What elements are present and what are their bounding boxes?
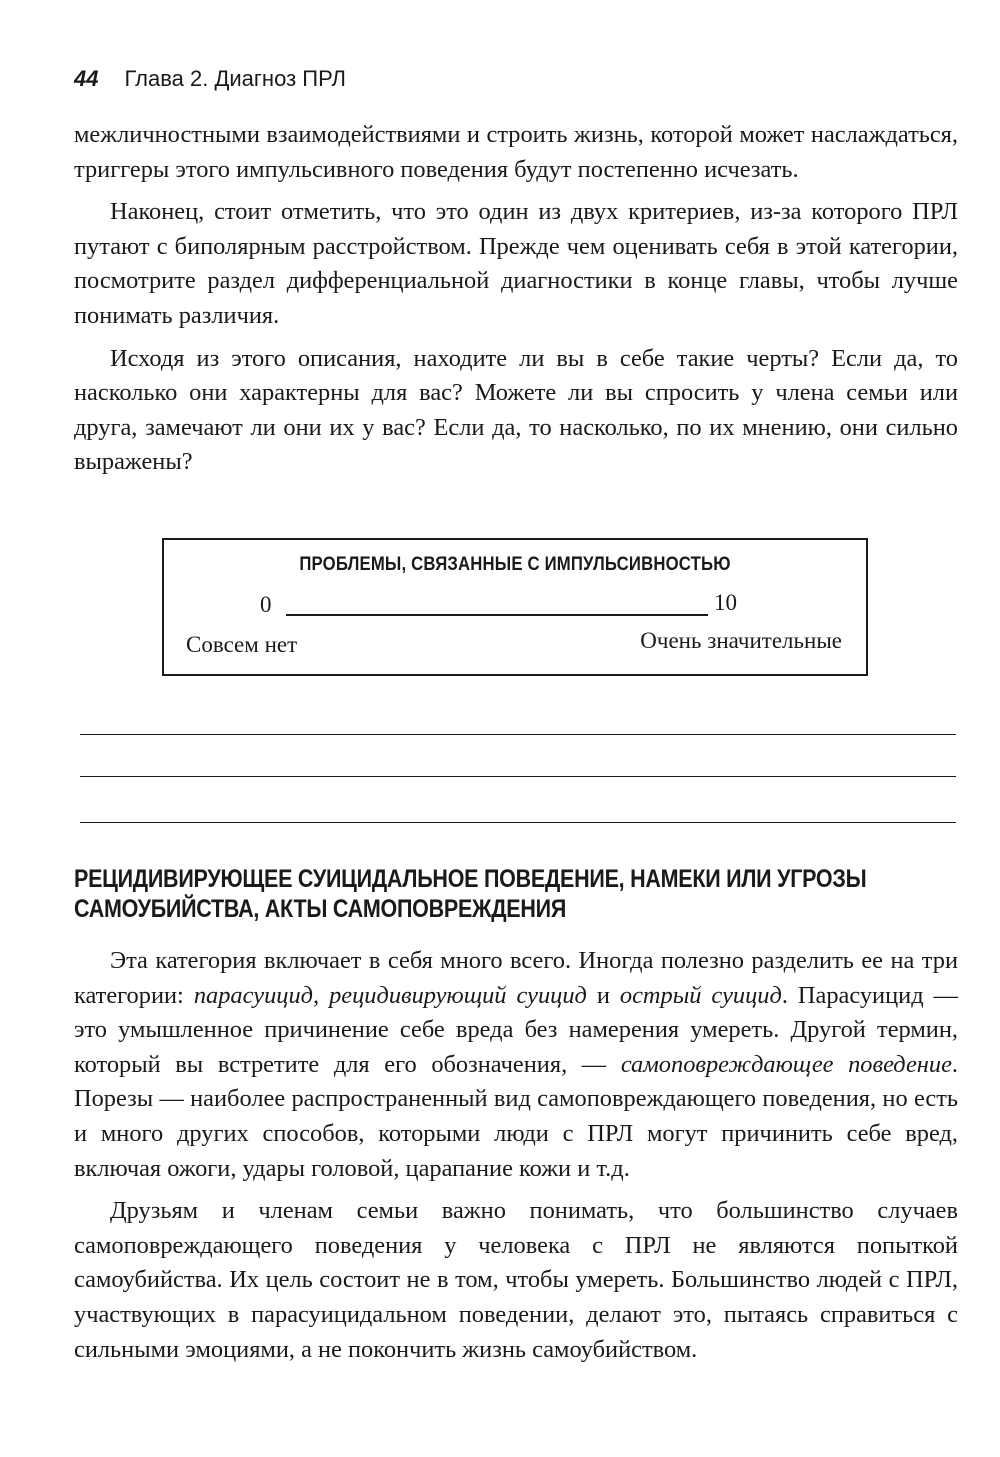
text-block-bottom bbox=[74, 944, 958, 1367]
term-italic: острый суицид bbox=[619, 981, 782, 1009]
rating-scale-line[interactable] bbox=[286, 614, 708, 616]
chapter-title: Глава 2. Диагноз ПРЛ bbox=[124, 66, 346, 91]
rating-scale-min-label: Совсем нет bbox=[186, 632, 298, 657]
text-run: Эта категория включает в себя много всего. Иногда полезно разделить ее на три категории: bbox=[74, 947, 958, 1009]
paragraph-self-harm-note: Друзьям и членам семьи важно понимать, что большинство случаев самоповреждающего поведения у человека с ПРЛ не являются попыткой самоубийства. Их цель состоит не в том, чтобы умереть. Большинство людей с ПРЛ, участвующих в парасуицидальном поведении, делают это, пытаясь справиться с сильными эмоциями, а не покончить жизнь самоубийством. bbox=[74, 1197, 958, 1363]
rating-scale-max: 10 bbox=[714, 590, 737, 615]
rating-scale-min: 0 bbox=[260, 592, 272, 617]
rating-scale-box bbox=[162, 538, 868, 676]
text-run: и bbox=[586, 981, 620, 1009]
section-heading: РЕЦИДИВИРУЮЩЕЕ СУИЦИДАЛЬНОЕ ПОВЕДЕНИЕ, НАМЕКИ ИЛИ УГРОЗЫ САМОУБИЙСТВА, АКТЫ САМОПОВРЕЖДЕНИЯ bbox=[74, 865, 867, 923]
answer-line[interactable] bbox=[80, 734, 956, 735]
running-header bbox=[74, 66, 346, 92]
paragraph-self-check-question: Исходя из этого описания, находите ли вы в себе такие черты? Если да, то насколько они характерны для вас? Можете ли вы спросить у члена семьи или друга, замечают ли они их у вас? Если да, то насколько, по их мнению, они сильно выражены? bbox=[74, 344, 958, 476]
paragraph-categories bbox=[74, 944, 958, 1186]
term-italic: самоповреждающее поведение bbox=[620, 1050, 952, 1078]
answer-line[interactable] bbox=[80, 822, 956, 823]
text-block-top bbox=[74, 118, 958, 480]
term-italic: парасуицид, рецидивирующий суицид bbox=[193, 981, 587, 1009]
rating-scale-title: ПРОБЛЕМЫ, СВЯЗАННЫЕ С ИМПУЛЬСИВНОСТЬЮ bbox=[299, 554, 731, 575]
paragraph-bipolar-note: Наконец, стоит отметить, что это один из двух критериев, из-за которого ПРЛ путают с биполярным расстройством. Прежде чем оценивать себя в этой категории, посмотрите раздел дифференциальной диагностики в конце главы, чтобы лучше понимать различия. bbox=[74, 198, 958, 329]
page-number: 44 bbox=[74, 66, 99, 91]
rating-scale-max-label: Очень значительные bbox=[640, 628, 842, 653]
answer-line[interactable] bbox=[80, 776, 956, 777]
paragraph-continuation: межличностными взаимодействиями и строить жизнь, которой может наслаждаться, триггеры этого импульсивного поведения будут постепенно исчезать. bbox=[74, 121, 958, 183]
text-run: . Парасуицид — это умышленное причинение себе вреда без намерения умереть. Другой термин, который вы встретите для его обозначения, — bbox=[74, 981, 958, 1078]
text-run: . Порезы — наиболее распространенный вид самоповреждающего поведения, но есть и много других способов, которыми люди с ПРЛ могут причинить себе вред, включая ожоги, удары головой, царапание кожи и т.д. bbox=[74, 1050, 958, 1182]
